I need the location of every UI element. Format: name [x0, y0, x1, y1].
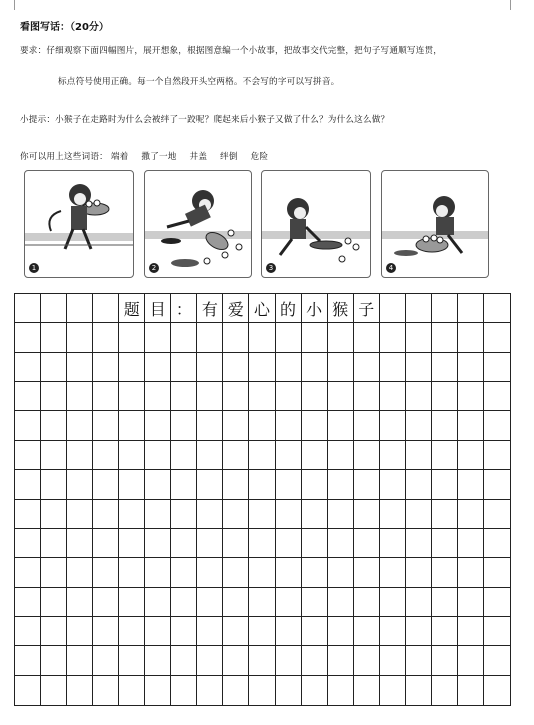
grid-cell[interactable]	[380, 441, 406, 470]
grid-cell[interactable]	[93, 382, 119, 411]
hint-text: 小提示：小猴子在走路时为什么会被绊了一跤呢？爬起来后小猴子又做了什么？为什么这么做？	[20, 115, 390, 125]
grid-cell[interactable]	[93, 558, 119, 587]
grid-cell[interactable]	[41, 353, 67, 382]
grid-cell[interactable]	[171, 617, 197, 646]
grid-cell[interactable]	[380, 617, 406, 646]
grid-cell[interactable]	[484, 470, 510, 499]
grid-cell[interactable]	[276, 382, 302, 411]
grid-cell[interactable]	[15, 323, 41, 352]
grid-cell[interactable]	[197, 323, 223, 352]
grid-cell[interactable]	[15, 470, 41, 499]
grid-cell[interactable]	[67, 323, 93, 352]
grid-cell[interactable]	[354, 676, 380, 705]
grid-cell[interactable]	[276, 500, 302, 529]
grid-cell[interactable]	[15, 646, 41, 675]
grid-cell[interactable]	[354, 588, 380, 617]
grid-cell[interactable]	[119, 676, 145, 705]
grid-cell[interactable]	[67, 676, 93, 705]
grid-cell[interactable]	[41, 529, 67, 558]
grid-cell[interactable]	[249, 470, 275, 499]
grid-cell[interactable]	[276, 411, 302, 440]
grid-cell[interactable]	[67, 382, 93, 411]
grid-cell[interactable]	[249, 500, 275, 529]
grid-cell[interactable]	[41, 617, 67, 646]
title-char-cell[interactable]: 的	[276, 294, 302, 323]
panel-number: 2	[149, 263, 159, 273]
grid-cell[interactable]	[354, 470, 380, 499]
grid-cell[interactable]	[171, 558, 197, 587]
grid-cell[interactable]	[15, 411, 41, 440]
grid-cell[interactable]	[41, 588, 67, 617]
grid-cell[interactable]	[197, 529, 223, 558]
grid-cell[interactable]	[328, 411, 354, 440]
grid-cell[interactable]	[380, 470, 406, 499]
grid-cell[interactable]	[249, 617, 275, 646]
grid-cell[interactable]	[406, 441, 432, 470]
grid-cell[interactable]	[67, 500, 93, 529]
grid-cell[interactable]	[302, 441, 328, 470]
grid-cell[interactable]	[67, 411, 93, 440]
grid-cell[interactable]	[145, 353, 171, 382]
grid-cell[interactable]	[197, 353, 223, 382]
grid-cell[interactable]	[249, 588, 275, 617]
grid-cell[interactable]	[223, 500, 249, 529]
grid-cell[interactable]	[145, 617, 171, 646]
grid-cell[interactable]	[67, 294, 93, 323]
grid-cell[interactable]	[197, 382, 223, 411]
writing-grid[interactable]	[14, 293, 511, 706]
grid-cell[interactable]	[328, 676, 354, 705]
grid-cell[interactable]	[484, 588, 510, 617]
panel-number: 3	[266, 263, 276, 273]
grid-cell[interactable]	[484, 529, 510, 558]
grid-cell[interactable]	[354, 646, 380, 675]
grid-cell[interactable]	[484, 323, 510, 352]
grid-cell[interactable]	[484, 646, 510, 675]
grid-cell[interactable]	[223, 588, 249, 617]
grid-cell[interactable]	[302, 676, 328, 705]
grid-cell[interactable]	[380, 353, 406, 382]
grid-cell[interactable]	[119, 617, 145, 646]
grid-cell[interactable]	[432, 558, 458, 587]
title-char-cell[interactable]: 有	[197, 294, 223, 323]
grid-cell[interactable]	[41, 382, 67, 411]
grid-cell[interactable]	[223, 470, 249, 499]
grid-cell[interactable]	[302, 382, 328, 411]
grid-cell[interactable]	[380, 588, 406, 617]
title-char-cell[interactable]: 猴	[328, 294, 354, 323]
grid-cell[interactable]	[432, 470, 458, 499]
grid-cell[interactable]	[458, 323, 484, 352]
grid-cell[interactable]	[380, 294, 406, 323]
grid-cell[interactable]	[354, 323, 380, 352]
grid-cell[interactable]	[67, 617, 93, 646]
grid-cell[interactable]	[432, 500, 458, 529]
grid-cell[interactable]	[276, 676, 302, 705]
grid-cell[interactable]	[15, 617, 41, 646]
grid-cell[interactable]	[223, 676, 249, 705]
grid-cell[interactable]	[458, 382, 484, 411]
grid-cell[interactable]	[67, 588, 93, 617]
grid-cell[interactable]	[432, 529, 458, 558]
requirements-line-1: 要求：仔细观察下面四幅图片，展开想象，根据图意编一个小故事，把故事交代完整，把句子写通顺写连贯，	[20, 46, 443, 56]
grid-cell[interactable]	[380, 646, 406, 675]
grid-cell[interactable]	[302, 646, 328, 675]
grid-cell[interactable]	[380, 676, 406, 705]
monkey-tripping-icon	[145, 171, 251, 277]
grid-cell[interactable]	[458, 353, 484, 382]
grid-cell[interactable]	[276, 558, 302, 587]
grid-cell[interactable]	[15, 529, 41, 558]
grid-cell[interactable]	[458, 676, 484, 705]
grid-cell[interactable]	[145, 529, 171, 558]
grid-cell[interactable]	[119, 529, 145, 558]
title-char-cell[interactable]: 心	[249, 294, 275, 323]
grid-cell[interactable]	[197, 470, 223, 499]
grid-cell[interactable]	[328, 441, 354, 470]
grid-cell[interactable]	[484, 676, 510, 705]
grid-cell[interactable]	[302, 617, 328, 646]
grid-cell[interactable]	[354, 500, 380, 529]
grid-cell[interactable]	[171, 382, 197, 411]
grid-cell[interactable]	[432, 588, 458, 617]
panel-number: 4	[386, 263, 396, 273]
grid-cell[interactable]	[197, 500, 223, 529]
grid-cell[interactable]	[223, 558, 249, 587]
grid-cell[interactable]	[380, 411, 406, 440]
grid-cell[interactable]	[432, 353, 458, 382]
section-title: 看图写话：（20分）	[20, 22, 109, 33]
grid-cell[interactable]	[406, 411, 432, 440]
requirements-line-2: 标点符号使用正确。每一个自然段开头空两格。不会写的字可以写拼音。	[58, 77, 340, 87]
grid-cell[interactable]	[145, 646, 171, 675]
grid-cell[interactable]	[484, 411, 510, 440]
grid-cell[interactable]	[145, 411, 171, 440]
grid-cell[interactable]	[223, 617, 249, 646]
grid-cell[interactable]	[406, 500, 432, 529]
grid-cell[interactable]	[354, 382, 380, 411]
monkey-picking-fruit-icon	[382, 171, 488, 277]
grid-cell[interactable]	[484, 617, 510, 646]
grid-cell[interactable]	[302, 353, 328, 382]
grid-cell[interactable]	[302, 558, 328, 587]
grid-cell[interactable]	[223, 411, 249, 440]
grid-cell[interactable]	[302, 470, 328, 499]
grid-cell[interactable]	[15, 676, 41, 705]
grid-cell[interactable]	[484, 441, 510, 470]
monkey-carrying-basket-icon	[25, 171, 133, 277]
grid-cell[interactable]	[249, 382, 275, 411]
grid-cell[interactable]	[41, 500, 67, 529]
grid-cell[interactable]	[458, 470, 484, 499]
grid-cell[interactable]	[380, 323, 406, 352]
grid-cell[interactable]	[197, 558, 223, 587]
grid-cell[interactable]	[432, 323, 458, 352]
grid-cell[interactable]	[119, 353, 145, 382]
grid-cell[interactable]	[354, 558, 380, 587]
grid-cell[interactable]	[302, 500, 328, 529]
grid-cell[interactable]	[145, 558, 171, 587]
grid-cell[interactable]	[93, 353, 119, 382]
grid-cell[interactable]	[302, 588, 328, 617]
grid-cell[interactable]	[328, 500, 354, 529]
grid-cell[interactable]	[171, 646, 197, 675]
grid-cell[interactable]	[249, 353, 275, 382]
grid-cell[interactable]	[249, 529, 275, 558]
picture-panel-2	[144, 170, 252, 278]
title-char-cell[interactable]: 爱	[223, 294, 249, 323]
grid-cell[interactable]	[354, 529, 380, 558]
grid-cell[interactable]	[276, 529, 302, 558]
grid-cell[interactable]	[406, 470, 432, 499]
grid-cell[interactable]	[276, 588, 302, 617]
grid-cell[interactable]	[41, 411, 67, 440]
grid-cell[interactable]	[93, 470, 119, 499]
grid-cell[interactable]	[380, 382, 406, 411]
grid-cell[interactable]	[406, 676, 432, 705]
grid-cell[interactable]	[145, 382, 171, 411]
grid-cell[interactable]	[171, 353, 197, 382]
grid-cell[interactable]	[67, 646, 93, 675]
grid-cell[interactable]	[328, 529, 354, 558]
page-corner-mark-left	[14, 0, 15, 10]
grid-cell[interactable]	[406, 588, 432, 617]
grid-cell[interactable]	[354, 617, 380, 646]
grid-cell[interactable]	[145, 676, 171, 705]
grid-cell[interactable]	[145, 323, 171, 352]
grid-cell[interactable]	[93, 676, 119, 705]
grid-cell[interactable]	[328, 588, 354, 617]
grid-cell[interactable]	[145, 500, 171, 529]
grid-cell[interactable]	[354, 353, 380, 382]
grid-cell[interactable]	[276, 353, 302, 382]
grid-cell[interactable]	[432, 411, 458, 440]
grid-cell[interactable]	[406, 617, 432, 646]
word-bank-word: 端着	[110, 152, 129, 162]
grid-cell[interactable]	[171, 323, 197, 352]
grid-cell[interactable]	[171, 676, 197, 705]
grid-cell[interactable]	[197, 588, 223, 617]
grid-cell[interactable]	[41, 294, 67, 323]
grid-cell[interactable]	[67, 529, 93, 558]
word-bank-label: 你可以用上这些词语：	[20, 152, 108, 162]
grid-cell[interactable]	[249, 323, 275, 352]
grid-cell[interactable]	[458, 294, 484, 323]
grid-cell[interactable]	[223, 382, 249, 411]
grid-cell[interactable]	[223, 353, 249, 382]
grid-cell[interactable]	[328, 646, 354, 675]
grid-cell[interactable]	[41, 646, 67, 675]
grid-cell[interactable]	[197, 411, 223, 440]
grid-cell[interactable]	[328, 617, 354, 646]
word-bank-word: 危险	[250, 152, 269, 162]
grid-cell[interactable]	[119, 323, 145, 352]
grid-cell[interactable]	[171, 500, 197, 529]
grid-cell[interactable]	[93, 294, 119, 323]
grid-cell[interactable]	[119, 441, 145, 470]
grid-cell[interactable]	[406, 529, 432, 558]
grid-cell[interactable]	[432, 617, 458, 646]
grid-cell[interactable]	[328, 470, 354, 499]
grid-cell[interactable]	[406, 294, 432, 323]
grid-cell[interactable]	[93, 411, 119, 440]
grid-cell[interactable]	[406, 382, 432, 411]
grid-cell[interactable]	[119, 588, 145, 617]
word-bank-word: 绊倒	[220, 152, 238, 162]
grid-cell[interactable]	[119, 470, 145, 499]
grid-cell[interactable]	[93, 588, 119, 617]
grid-cell[interactable]	[145, 588, 171, 617]
grid-cell[interactable]	[276, 617, 302, 646]
title-char-cell[interactable]: 目	[145, 294, 171, 323]
title-char-cell[interactable]: 小	[302, 294, 328, 323]
grid-cell[interactable]	[328, 558, 354, 587]
grid-cell[interactable]	[41, 441, 67, 470]
grid-cell[interactable]	[484, 294, 510, 323]
grid-cell[interactable]	[432, 676, 458, 705]
title-char-cell[interactable]: 题	[119, 294, 145, 323]
grid-cell[interactable]	[249, 441, 275, 470]
grid-cell[interactable]	[119, 500, 145, 529]
grid-cell[interactable]	[484, 500, 510, 529]
picture-panel-1	[24, 170, 134, 278]
grid-cell[interactable]	[197, 441, 223, 470]
grid-cell[interactable]	[223, 646, 249, 675]
word-bank-word: 撒了一地	[141, 152, 177, 162]
grid-cell[interactable]	[41, 470, 67, 499]
grid-cell[interactable]	[119, 411, 145, 440]
title-char-cell[interactable]: ：	[171, 294, 197, 323]
grid-cell[interactable]	[15, 558, 41, 587]
grid-cell[interactable]	[458, 588, 484, 617]
grid-cell[interactable]	[406, 353, 432, 382]
grid-cell[interactable]	[432, 646, 458, 675]
title-char-cell[interactable]: 子	[354, 294, 380, 323]
grid-cell[interactable]	[354, 411, 380, 440]
grid-cell[interactable]	[15, 353, 41, 382]
grid-cell[interactable]	[406, 323, 432, 352]
grid-cell[interactable]	[302, 323, 328, 352]
monkey-covering-manhole-icon	[262, 171, 370, 277]
grid-cell[interactable]	[15, 441, 41, 470]
grid-cell[interactable]	[145, 441, 171, 470]
grid-cell[interactable]	[458, 558, 484, 587]
grid-cell[interactable]	[171, 470, 197, 499]
grid-cell[interactable]	[171, 588, 197, 617]
grid-cell[interactable]	[171, 529, 197, 558]
grid-cell[interactable]	[432, 294, 458, 323]
grid-cell[interactable]	[197, 617, 223, 646]
grid-cell[interactable]	[354, 441, 380, 470]
grid-cell[interactable]	[458, 441, 484, 470]
grid-cell[interactable]	[249, 558, 275, 587]
grid-cell[interactable]	[15, 294, 41, 323]
grid-cell[interactable]	[458, 500, 484, 529]
grid-cell[interactable]	[249, 676, 275, 705]
grid-cell[interactable]	[67, 558, 93, 587]
grid-cell[interactable]	[41, 676, 67, 705]
grid-cell[interactable]	[67, 470, 93, 499]
grid-cell[interactable]	[328, 382, 354, 411]
grid-cell[interactable]	[15, 588, 41, 617]
grid-cell[interactable]	[276, 470, 302, 499]
grid-cell[interactable]	[458, 411, 484, 440]
grid-cell[interactable]	[93, 529, 119, 558]
grid-cell[interactable]	[15, 382, 41, 411]
picture-panel-3	[261, 170, 371, 278]
grid-cell[interactable]	[302, 411, 328, 440]
grid-cell[interactable]	[458, 529, 484, 558]
grid-cell[interactable]	[41, 323, 67, 352]
grid-cell[interactable]	[223, 323, 249, 352]
grid-cell[interactable]	[197, 676, 223, 705]
grid-cell[interactable]	[93, 323, 119, 352]
grid-cell[interactable]	[93, 441, 119, 470]
grid-cell[interactable]	[93, 646, 119, 675]
grid-cell[interactable]	[93, 500, 119, 529]
grid-cell[interactable]	[119, 558, 145, 587]
grid-cell[interactable]	[432, 382, 458, 411]
word-bank-word: 井盖	[189, 152, 208, 162]
grid-cell[interactable]	[380, 529, 406, 558]
grid-cell[interactable]	[432, 441, 458, 470]
panel-number: 1	[29, 263, 39, 273]
page-corner-mark-right	[510, 0, 511, 10]
word-bank	[20, 150, 278, 162]
grid-cell[interactable]	[328, 353, 354, 382]
grid-cell[interactable]	[458, 617, 484, 646]
grid-cell[interactable]	[328, 323, 354, 352]
grid-cell[interactable]	[119, 646, 145, 675]
grid-cell[interactable]	[380, 500, 406, 529]
grid-cell[interactable]	[119, 382, 145, 411]
grid-cell[interactable]	[93, 617, 119, 646]
grid-cell[interactable]	[484, 558, 510, 587]
grid-cell[interactable]	[67, 353, 93, 382]
grid-cell[interactable]	[406, 558, 432, 587]
grid-cell[interactable]	[41, 558, 67, 587]
grid-cell[interactable]	[67, 441, 93, 470]
grid-cell[interactable]	[458, 646, 484, 675]
grid-cell[interactable]	[15, 500, 41, 529]
grid-cell[interactable]	[302, 529, 328, 558]
grid-cell[interactable]	[484, 353, 510, 382]
grid-cell[interactable]	[406, 646, 432, 675]
grid-cell[interactable]	[249, 646, 275, 675]
grid-cell[interactable]	[223, 529, 249, 558]
grid-cell[interactable]	[145, 470, 171, 499]
grid-cell[interactable]	[249, 411, 275, 440]
grid-cell[interactable]	[276, 646, 302, 675]
grid-cell[interactable]	[380, 558, 406, 587]
grid-cell[interactable]	[171, 441, 197, 470]
picture-panel-4	[381, 170, 489, 278]
grid-cell[interactable]	[223, 441, 249, 470]
grid-cell[interactable]	[171, 411, 197, 440]
grid-cell[interactable]	[276, 323, 302, 352]
grid-cell[interactable]	[197, 646, 223, 675]
grid-cell[interactable]	[276, 441, 302, 470]
grid-cell[interactable]	[484, 382, 510, 411]
